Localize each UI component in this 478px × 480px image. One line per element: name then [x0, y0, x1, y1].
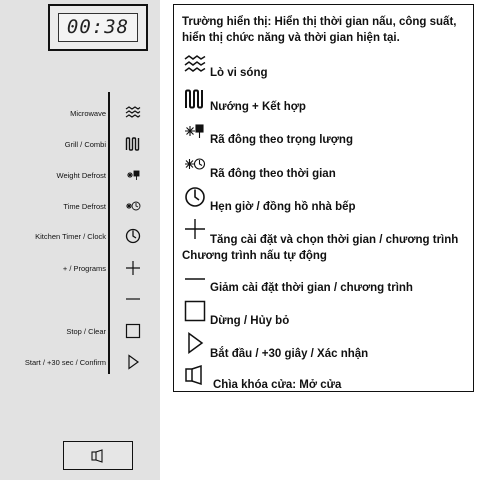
clock-icon [184, 186, 206, 208]
time-defrost-button[interactable] [124, 197, 142, 215]
minus-icon [184, 268, 206, 290]
control-label-start: Start / +30 sec / Confirm [24, 358, 106, 367]
legend-icon-clock [183, 185, 207, 209]
weight-defrost-button[interactable] [124, 166, 142, 184]
legend-box [173, 4, 474, 392]
stop-icon [184, 300, 206, 322]
legend-text-programs: Chương trình nấu tự động [182, 250, 327, 262]
legend-text-start: Bắt đầu / +30 giây / Xác nhận [210, 348, 369, 360]
legend-text-minus: Giảm cài đặt thời gian / chương trình [210, 282, 413, 294]
minus-icon [125, 291, 141, 307]
minus-button[interactable] [124, 290, 142, 308]
legend-icon-start [183, 331, 207, 355]
control-label-time-defrost: Time Defrost [63, 202, 106, 211]
stop-icon [125, 323, 141, 339]
display-time: 00:38 [58, 13, 138, 42]
legend-text-door: Chìa khóa cửa: Mở cửa [213, 379, 342, 391]
legend-text-plus: Tăng cài đặt và chọn thời gian / chương trình [210, 234, 459, 246]
weight-defrost-icon [125, 168, 141, 182]
display-screen [48, 4, 148, 51]
clock-icon [125, 228, 141, 244]
door-open-icon [90, 449, 106, 463]
microwave-button[interactable] [124, 104, 142, 122]
grill-icon [125, 137, 141, 151]
control-label-plus: + / Programs [62, 264, 106, 273]
legend-text-stop: Dừng / Hủy bỏ [210, 315, 290, 327]
control-label-weight-defrost: Weight Defrost [56, 171, 106, 180]
control-label-microwave: Microwave [70, 109, 106, 118]
start-icon [125, 354, 141, 370]
legend-text-time-defrost: Rã đông theo thời gian [210, 168, 336, 180]
legend-intro: Trường hiển thị: Hiển thị thời gian nấu, công suất, hiển thị chức năng và thời gian hiện tại. [182, 16, 457, 44]
time-defrost-icon [184, 154, 206, 174]
microwave-waves-icon [184, 55, 206, 75]
control-label-clock: Kitchen Timer / Clock [35, 232, 106, 241]
door-open-icon [184, 364, 206, 386]
start-button[interactable] [124, 353, 142, 371]
microwave-waves-icon [125, 106, 141, 120]
door-open-button[interactable] [63, 441, 133, 470]
panel-divider [108, 92, 110, 374]
clock-button[interactable] [124, 227, 142, 245]
control-panel [0, 0, 160, 480]
legend-icon-weight-defrost [183, 119, 207, 143]
legend-icon-grill [183, 87, 207, 111]
time-defrost-icon [125, 199, 141, 213]
legend-text-clock: Hẹn giờ / đồng hồ nhà bếp [210, 201, 356, 213]
weight-defrost-icon [184, 121, 206, 141]
legend-text-grill: Nướng + Kết hợp [210, 101, 306, 113]
grill-icon [184, 89, 206, 109]
plus-icon [184, 218, 206, 240]
legend-icon-stop [183, 299, 207, 323]
legend-text-microwave: Lò vi sóng [210, 67, 268, 79]
start-icon [184, 332, 206, 354]
control-label-grill: Grill / Combi [64, 140, 106, 149]
control-label-stop: Stop / Clear [66, 327, 106, 336]
legend-text-weight-defrost: Rã đông theo trọng lượng [210, 134, 353, 146]
legend-icon-door [183, 363, 207, 387]
legend-icon-plus [183, 217, 207, 241]
plus-button[interactable] [124, 259, 142, 277]
legend-icon-minus [183, 267, 207, 291]
stop-button[interactable] [124, 322, 142, 340]
grill-button[interactable] [124, 135, 142, 153]
legend-icon-microwave [183, 53, 207, 77]
legend-icon-time-defrost [183, 152, 207, 176]
plus-icon [125, 260, 141, 276]
